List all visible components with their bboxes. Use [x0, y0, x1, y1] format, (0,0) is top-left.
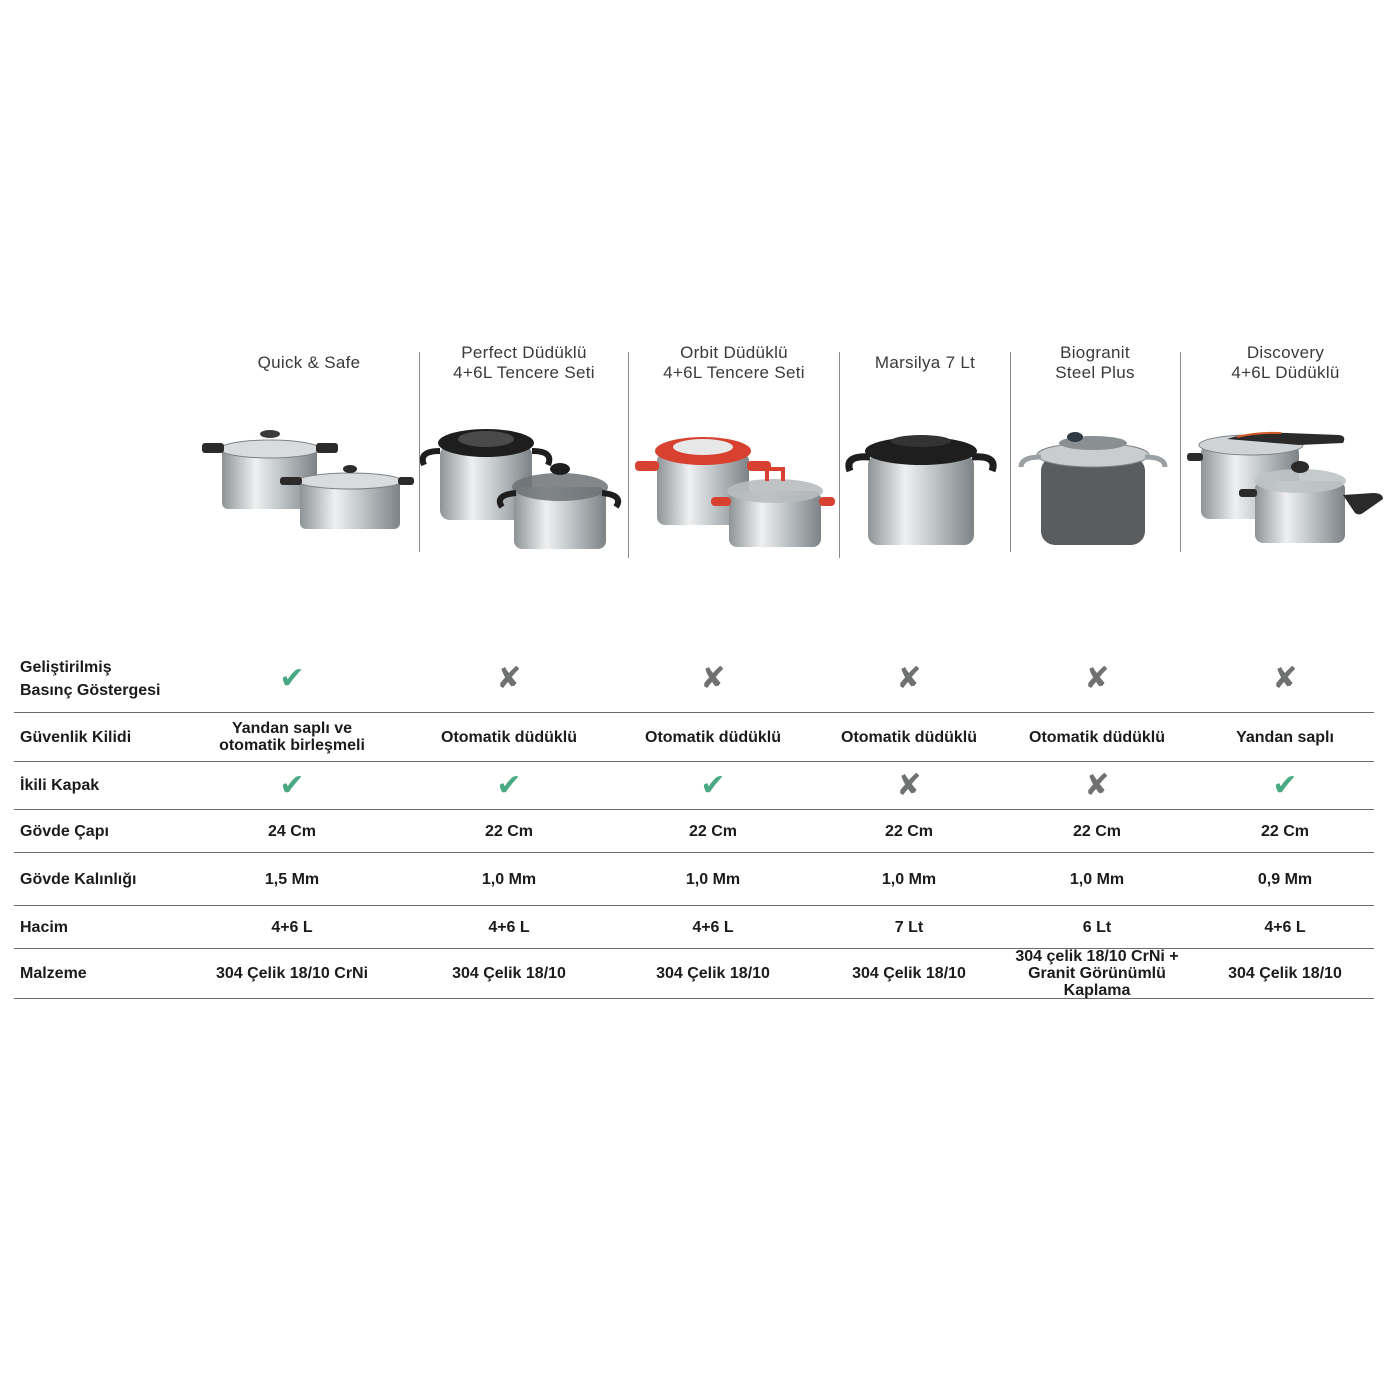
cross-icon: ✘ — [1272, 662, 1298, 695]
product-name: Discovery 4+6L Düdüklü — [1231, 343, 1340, 382]
row-label: Güvenlik Kilidi — [20, 728, 132, 746]
table-cell — [192, 646, 392, 712]
table-cell: 304 Çelik 18/10 CrNi — [215, 965, 369, 982]
table-cell: 22 Cm — [1072, 822, 1122, 840]
table-cell: Yandan saplı — [1236, 728, 1334, 746]
table-cell — [409, 646, 609, 712]
cross-icon: ✘ — [496, 662, 522, 695]
table-cell: 4+6 L — [271, 918, 313, 936]
cross-icon: ✘ — [896, 768, 922, 802]
product-image — [840, 425, 1010, 560]
check-icon: ✔ — [279, 768, 305, 802]
table-row — [14, 762, 1374, 810]
table-cell: 1,0 Mm — [881, 870, 937, 888]
check-icon: ✔ — [279, 662, 305, 695]
row-label: Gövde Çapı — [20, 822, 109, 840]
table-cell — [809, 646, 1009, 712]
check-icon: ✔ — [496, 768, 522, 802]
product-column — [1181, 330, 1390, 560]
table-cell: Otomatik düdüklü — [645, 728, 781, 746]
row-label: Gövde Kalınlığı — [20, 870, 137, 888]
table-cell — [809, 762, 1009, 809]
table-cell: 304 Çelik 18/10 — [1228, 965, 1342, 982]
product-image — [629, 425, 839, 560]
table-cell: 22 Cm — [1260, 822, 1310, 840]
table-row — [14, 949, 1374, 999]
table-cell: 1,0 Mm — [1069, 870, 1125, 888]
table-cell: Otomatik düdüklü — [841, 728, 977, 746]
table-cell: 304 Çelik 18/10 — [852, 965, 966, 982]
product-name: Marsilya 7 Lt — [874, 353, 976, 372]
table-cell: 4+6 L — [488, 918, 530, 936]
product-name: Quick & Safe — [257, 353, 361, 372]
table-cell: 304 çelik 18/10 CrNi + Granit Görünümlü Kaplama — [1015, 948, 1179, 999]
table-cell: 1,0 Mm — [481, 870, 537, 888]
table-row — [14, 646, 1374, 713]
table-cell: 1,5 Mm — [264, 870, 320, 888]
table-row — [14, 906, 1374, 949]
row-label: Malzeme — [20, 965, 87, 982]
table-cell — [613, 646, 813, 712]
table-cell: 22 Cm — [688, 822, 738, 840]
table-cell: Otomatik düdüklü — [441, 728, 577, 746]
table-cell: 6 Lt — [1082, 918, 1112, 936]
table-cell: 7 Lt — [894, 918, 924, 936]
table-cell — [997, 762, 1197, 809]
product-name: Biogranit Steel Plus — [1055, 343, 1135, 382]
cross-icon: ✘ — [896, 662, 922, 695]
table-row — [14, 713, 1374, 762]
table-cell: 4+6 L — [692, 918, 734, 936]
check-icon: ✔ — [700, 768, 726, 802]
product-column — [1011, 330, 1179, 560]
table-cell — [1185, 646, 1385, 712]
product-header — [200, 330, 1390, 560]
product-column — [200, 330, 418, 560]
product-name: Perfect Düdüklü 4+6L Tencere Seti — [453, 343, 595, 382]
product-image — [200, 425, 418, 560]
table-cell: Otomatik düdüklü — [1029, 728, 1165, 746]
table-cell: 304 Çelik 18/10 — [452, 965, 566, 982]
product-image — [1181, 425, 1390, 560]
table-cell — [409, 762, 609, 809]
table-cell: Yandan saplı ve otomatik birleşmeli — [219, 720, 365, 754]
check-icon: ✔ — [1272, 768, 1298, 802]
cross-icon: ✘ — [1084, 662, 1110, 695]
table-cell: 304 Çelik 18/10 — [656, 965, 770, 982]
product-column — [629, 330, 839, 560]
table-cell — [1185, 762, 1385, 809]
table-cell: 0,9 Mm — [1257, 870, 1313, 888]
comparison-table — [14, 646, 1374, 999]
table-cell — [613, 762, 813, 809]
row-label: Geliştirilmiş Basınç Göstergesi — [20, 659, 161, 699]
product-column — [420, 330, 628, 560]
table-row — [14, 810, 1374, 853]
cross-icon: ✘ — [700, 662, 726, 695]
row-label: Hacim — [20, 918, 69, 936]
table-cell: 22 Cm — [884, 822, 934, 840]
table-cell — [997, 646, 1197, 712]
product-image — [1011, 425, 1179, 560]
table-row — [14, 853, 1374, 906]
table-cell: 24 Cm — [267, 822, 317, 840]
table-cell: 22 Cm — [484, 822, 534, 840]
table-cell: 4+6 L — [1264, 918, 1306, 936]
table-cell: 1,0 Mm — [685, 870, 741, 888]
row-label: İkili Kapak — [20, 777, 100, 794]
cross-icon: ✘ — [1084, 768, 1110, 802]
product-image — [420, 425, 628, 560]
table-cell — [192, 762, 392, 809]
product-column — [840, 330, 1010, 560]
product-name: Orbit Düdüklü 4+6L Tencere Seti — [663, 343, 805, 382]
